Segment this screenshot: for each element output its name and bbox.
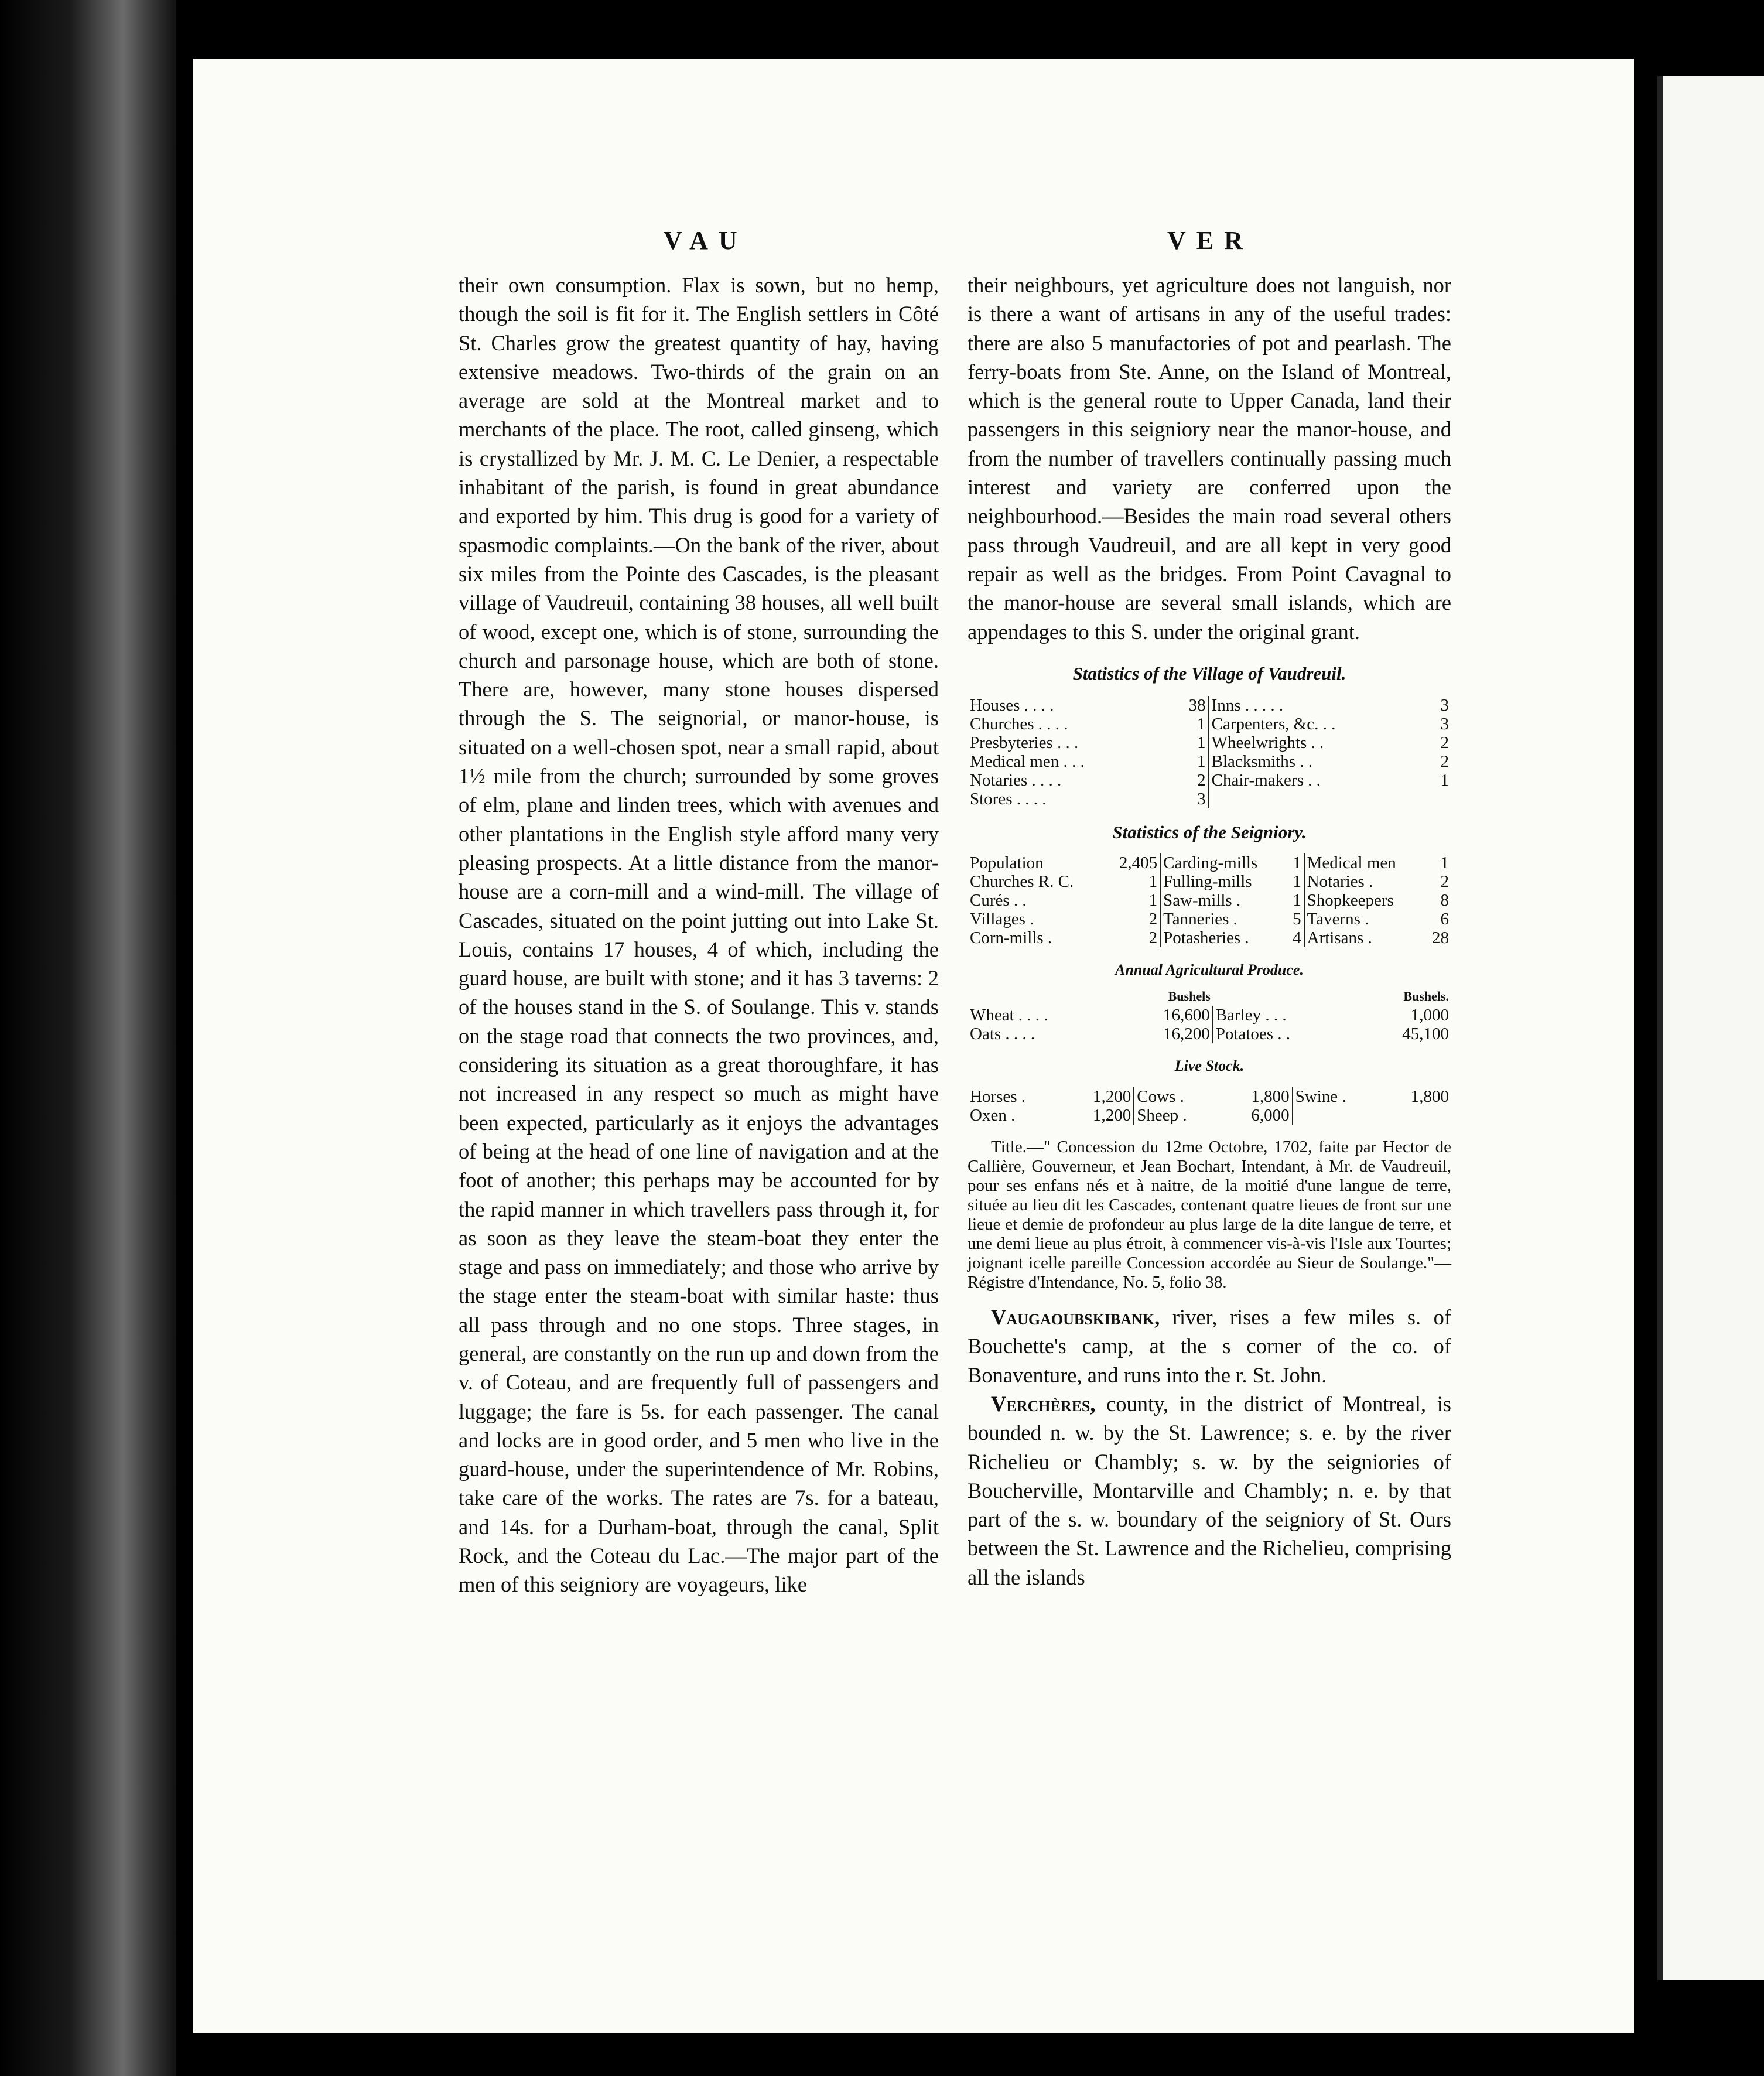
cell-label: Oats . . . . <box>970 1024 1035 1043</box>
entry-vaugaoubskibank-text: river, rises a few miles s. of Bouchette's camp, at the s corner of the co. of Bonaventure, and runs into the r. St. John. <box>968 1305 1451 1387</box>
cell-value: 1,000 <box>1410 1005 1449 1025</box>
cell-label: Inns . . . . . <box>1211 696 1284 715</box>
cell-value: 3 <box>1171 790 1209 808</box>
cell-label: Presbyteries . . . <box>970 733 1079 753</box>
cell-label: Tanneries . <box>1163 910 1237 929</box>
cell-value <box>1429 790 1451 808</box>
cell-value: 1,200 <box>1064 1106 1134 1125</box>
cell-value: 1,800 <box>1410 1087 1449 1107</box>
table-row <box>968 696 1451 715</box>
cell-label: Barley . . . <box>1215 1005 1287 1025</box>
cell-label: Shopkeepers <box>1307 891 1394 910</box>
left-column-text: their own consumption. Flax is sown, but no hemp, though the soil is fit for it. The English settlers in Côté St. Charles grow the greatest quantity of hay, having extensive meadows. Two-thirds of the grain on an average are sold at the Montreal market and to merchants of the place. The root, called ginseng, which is crystallized by Mr. J. M. C. Le Denier, a respectable inhabitant of the parish, is found in great abundance and exported by him. This drug is good for a variety of spasmodic complaints.—On the bank of the river, about six miles from the Pointe des Cascades, is the pleasant village of Vaudreuil, containing 38 houses, all well built of wood, except one, which is of stone, surrounding the church and parsonage house, which are both of stone. There are, however, many stone houses dispersed through the S. The seignorial, or manor-house, is situated on a well-chosen spot, near a small rapid, about 1½ mile from the church; surrounded by some groves of elm, plane and linden trees, which with avenues and other plantations in the English style afford many very pleasing prospects. At a little distance from the manor-house are a corn-mill and a wind-mill. The village of Cascades, situated on the point jutting out into Lake St. Louis, contains 17 houses, 4 of which, including the guard house, are built with stone; and it has 3 taverns: 2 of the houses stand in the S. of Soulange. This v. stands on the stage road that connects the two provinces, and, considering its situation as a great thoroughfare, it has not increased in any respect so much as might have been expected, particularly as it enjoys the advantages of being at the head of one line of navigation and at the foot of another; this perhaps may be accounted for by the rapid manner in which travellers pass through it, for as soon as they leave the steam-boat they enter the stage and pass on immediately; and those who arrive by the stage enter the steam-boat with similar haste: thus all pass through and no one stops. Three stages, in general, are constantly on the run up and down from the v. of Coteau, and are frequently full of passengers and luggage; the fare is 5s. for each passenger. The canal and locks are in good order, and 5 men who live in the guard-house, under the superintendence of Mr. Robins, take care of the works. The rates are 7s. for a bateau, and 14s. for a Durham-boat, through the canal, Split Rock, and the Coteau du Lac.—The major part of the men of this seigniory are voyageurs, like <box>459 273 939 1597</box>
cell-value: 3 <box>1440 715 1449 734</box>
cell-label: Fulling-mills <box>1163 872 1252 892</box>
cell-label: Blacksmiths . . <box>1211 752 1313 771</box>
cell-value: 1 <box>1440 771 1449 790</box>
cell-label: Horses . <box>970 1087 1026 1107</box>
seigniory-stats-title: Statistics of the Seigniory. <box>1112 822 1307 843</box>
cell-label: Curés . . <box>970 891 1027 910</box>
cell-value: 3 <box>1440 696 1449 715</box>
cell-value <box>1383 1106 1451 1125</box>
cell-value: 1 <box>1440 853 1449 873</box>
cell-label: Houses . . . . <box>970 696 1054 715</box>
village-stats-table <box>968 696 1451 808</box>
bushels-label-2: Bushels. <box>1403 988 1449 1003</box>
village-stats-title: Statistics of the Village of Vaudreuil. <box>1072 663 1346 684</box>
left-column <box>459 271 939 1599</box>
entry-vercheres <box>968 1389 1451 1592</box>
cell-value: 38 <box>1171 696 1209 715</box>
cell-value: 2 <box>1105 910 1160 928</box>
table-row <box>968 1106 1451 1125</box>
title-concession-note: Title.—" Concession du 12me Octobre, 1702, faite par Hector de Callière, Gouverneur, et Jean Bochart, Intendant, à Mr. de Vaudreuil, pour ses enfans nés et à naitre, de la moitié d'une langue de terre, située au lieu dit les Cascades, contenant quatre lieues de front sur une lieue et demie de profondeur au plus large de la dite langue de terre, et une demi lieue au plus étroit, à commencer vis-à-vis l'Isle aux Tourtes; joignant icelle pareille Concession accordée au Sieur de Soulange."—Régistre d'Intendance, No. 5, folio 38. <box>968 1138 1451 1292</box>
livestock-table <box>968 1087 1451 1125</box>
table-row <box>968 1087 1451 1106</box>
table-row <box>968 872 1451 891</box>
entry-vercheres-head: Verchères, <box>991 1391 1096 1416</box>
table-row <box>968 853 1451 872</box>
bushels-label: Bushels <box>1168 988 1211 1003</box>
table-row <box>968 928 1451 947</box>
table-row <box>968 1006 1451 1025</box>
cell-value: 2 <box>1171 771 1209 790</box>
cell-label: Notaries . . . . <box>970 771 1062 790</box>
cell-value: 1 <box>1287 872 1304 891</box>
cell-value: 1 <box>1105 891 1160 910</box>
cell-value: 1 <box>1105 872 1160 891</box>
cell-label: Potasheries . <box>1163 928 1249 948</box>
right-column <box>968 271 1451 1592</box>
cell-value: 1 <box>1287 891 1304 910</box>
cell-value: 2 <box>1440 872 1449 892</box>
cell-value: 28 <box>1432 928 1449 948</box>
cell-label: Carding-mills <box>1163 853 1258 873</box>
cell-value: 8 <box>1440 891 1449 910</box>
cell-label: Taverns . <box>1307 910 1369 929</box>
cell-value: 6 <box>1440 910 1449 929</box>
seigniory-stats-table <box>968 853 1451 947</box>
cell-value: 45,100 <box>1402 1024 1449 1043</box>
cell-value: 1 <box>1171 733 1209 752</box>
cell-value: 16,600 <box>1118 1006 1212 1025</box>
cell-value: 5 <box>1287 910 1304 928</box>
running-head-right: VER <box>1167 226 1253 255</box>
cell-value: 2 <box>1440 733 1449 753</box>
cell-value: 2 <box>1440 752 1449 771</box>
table-row <box>968 733 1451 752</box>
cell-value: 1 <box>1171 715 1209 733</box>
cell-label: Carpenters, &c. . . <box>1211 715 1336 734</box>
cell-label: Medical men . . . <box>970 752 1085 771</box>
cell-label: Sheep . <box>1137 1106 1187 1125</box>
cell-label: Villages . <box>970 910 1034 929</box>
cell-label: Churches R. C. <box>970 872 1074 892</box>
cell-value: 2,405 <box>1105 853 1160 872</box>
cell-label: Stores . . . . <box>970 790 1047 809</box>
cell-label: Saw-mills . <box>1163 891 1241 910</box>
cell-label: Swine . <box>1295 1087 1346 1107</box>
entry-vaugaoubskibank <box>968 1303 1451 1389</box>
table-row <box>968 715 1451 733</box>
table-row <box>968 1025 1451 1043</box>
cell-label: Medical men <box>1307 853 1396 873</box>
table-row <box>968 891 1451 910</box>
produce-title: Annual Agricultural Produce. <box>1115 961 1304 979</box>
cell-label: Notaries . <box>1307 872 1373 892</box>
entry-vercheres-text: county, in the district of Montreal, is bounded n. w. by the St. Lawrence; s. e. by the river Richelieu or Chambly; s. w. by the seigniories of Boucherville, Montarville and Chambly; n. e. by that part of the s. w. boundary of the seigniory of St. Ours between the St. Lawrence and the Richelieu, comprising all the islands <box>968 1391 1451 1589</box>
cell-label: Population <box>970 853 1044 873</box>
cell-value: 6,000 <box>1223 1106 1293 1125</box>
livestock-title: Live Stock. <box>1174 1057 1245 1074</box>
cell-label: Potatoes . . <box>1215 1024 1291 1043</box>
entry-vaugaoubskibank-head: Vaugaoubskibank, <box>991 1305 1160 1330</box>
cell-label <box>1209 790 1429 808</box>
table-row <box>968 910 1451 928</box>
right-column-intro: their neighbours, yet agriculture does not languish, nor is there a want of artisans in any of the useful trades: there are also 5 manufactories of pot and pearlash. The ferry-boats from Ste. Anne, on the Island of Montreal, which is the general route to Upper Canada, land their passengers in this seigniory near the manor-house, and from the number of travellers continually passing much interest and variety are conferred upon the neighbourhood.—Besides the main road several others pass through Vaudreuil, and are all kept in very good repair as well as the bridges. From Point Cavagnal to the manor-house are several small islands, which are appendages to this S. under the original grant. <box>968 273 1451 644</box>
cell-label: Chair-makers . . <box>1211 771 1321 790</box>
table-row <box>968 752 1451 771</box>
cell-label: Churches . . . . <box>970 715 1068 734</box>
cell-label: Wheat . . . . <box>970 1005 1048 1025</box>
book-spine <box>0 0 176 2076</box>
cell-label: Oxen . <box>970 1106 1016 1125</box>
cell-label: Corn-mills . <box>970 928 1052 948</box>
facing-page-edge <box>1657 76 1764 1980</box>
cell-label: Cows . <box>1137 1087 1184 1107</box>
table-row <box>968 771 1451 790</box>
cell-value: 1 <box>1171 752 1209 771</box>
cell-value: 1,200 <box>1064 1087 1134 1106</box>
cell-label: Artisans . <box>1307 928 1372 948</box>
cell-value: 1,800 <box>1223 1087 1293 1106</box>
cell-value: 1 <box>1287 853 1304 872</box>
running-head-left: VAU <box>664 226 748 255</box>
cell-value: 16,200 <box>1118 1025 1212 1043</box>
cell-label: Wheelwrights . . <box>1211 733 1324 753</box>
table-row <box>968 790 1451 808</box>
produce-table <box>968 987 1451 1043</box>
cell-label <box>1293 1106 1383 1125</box>
cell-value: 2 <box>1105 928 1160 947</box>
cell-value: 4 <box>1287 928 1304 947</box>
